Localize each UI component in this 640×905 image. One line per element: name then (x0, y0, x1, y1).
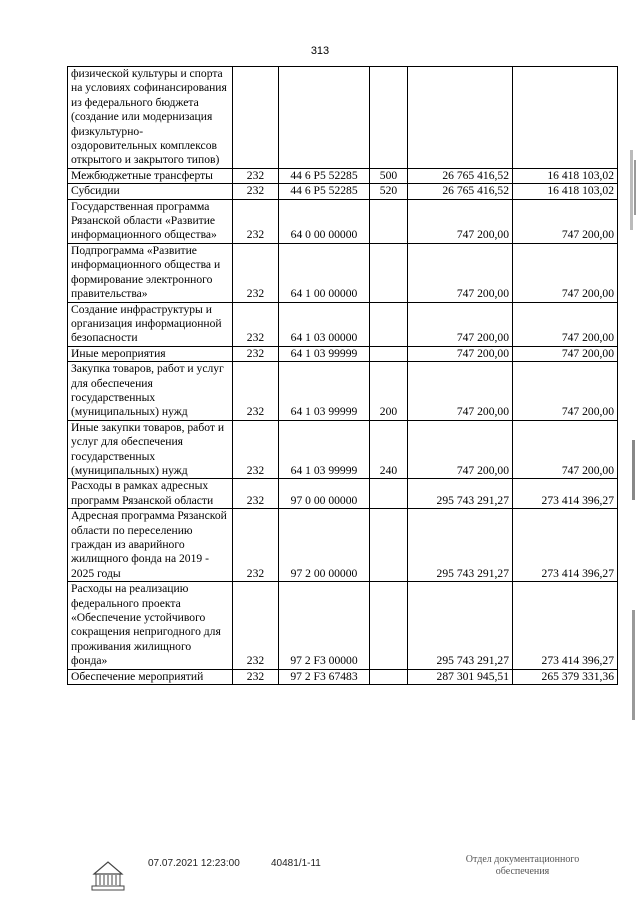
row-expense-type-cell (370, 346, 408, 361)
row-name-cell: Расходы на реализацию федерального проекта «Обеспечение устойчивого сокращения непригодного для проживания жилищного фонда» (68, 582, 233, 669)
table-row (68, 420, 618, 479)
row-name-cell: Создание инфраструктуры и организация информационной безопасности (68, 302, 233, 346)
row-amount-2022-cell: 747 200,00 (408, 302, 513, 346)
row-amount-2022-cell: 295 743 291,27 (408, 582, 513, 669)
table-row (68, 184, 618, 199)
row-expense-type-cell: 200 (370, 362, 408, 421)
row-amount-2023-cell: 747 200,00 (513, 302, 618, 346)
budget-table (67, 66, 618, 685)
row-amount-2022-cell: 287 301 945,51 (408, 669, 513, 684)
row-name-cell: Расходы в рамках адресных программ Рязанской области (68, 479, 233, 509)
table-row (68, 168, 618, 183)
row-ministry-code-cell: 232 (233, 302, 279, 346)
row-amount-2022-cell: 747 200,00 (408, 420, 513, 479)
table-row (68, 67, 618, 169)
row-ministry-code-cell: 232 (233, 184, 279, 199)
row-amount-2023-cell (513, 67, 618, 169)
stamp-line-1: Отдел документационного (465, 854, 580, 865)
row-ministry-code-cell: 232 (233, 346, 279, 361)
row-expense-type-cell: 520 (370, 184, 408, 199)
table-row (68, 362, 618, 421)
row-ministry-code-cell: 232 (233, 199, 279, 243)
row-target-article-cell: 64 1 03 99999 (279, 362, 370, 421)
row-name-cell: Обеспечение мероприятий (68, 669, 233, 684)
row-target-article-cell: 64 0 00 00000 (279, 199, 370, 243)
row-target-article-cell (279, 67, 370, 169)
row-ministry-code-cell: 232 (233, 479, 279, 509)
row-amount-2022-cell: 26 765 416,52 (408, 168, 513, 183)
row-expense-type-cell (370, 302, 408, 346)
table-row (68, 479, 618, 509)
row-amount-2022-cell (408, 67, 513, 169)
row-expense-type-cell (370, 669, 408, 684)
row-amount-2023-cell: 273 414 396,27 (513, 582, 618, 669)
row-target-article-cell: 64 1 03 99999 (279, 420, 370, 479)
row-target-article-cell: 97 2 F3 67483 (279, 669, 370, 684)
table-row (68, 346, 618, 361)
row-name-cell: Государственная программа Рязанской области «Развитие информационного общества» (68, 199, 233, 243)
row-name-cell: физической культуры и спорта на условиях софинансирования из федерального бюджета (создание или модернизация физкультурно-оздоровительных комплексов открытого и закрытого типов) (68, 67, 233, 169)
row-amount-2023-cell: 265 379 331,36 (513, 669, 618, 684)
row-amount-2023-cell: 747 200,00 (513, 243, 618, 302)
row-target-article-cell: 97 2 F3 00000 (279, 582, 370, 669)
row-amount-2023-cell: 16 418 103,02 (513, 184, 618, 199)
row-expense-type-cell (370, 243, 408, 302)
department-stamp (440, 854, 605, 878)
budget-table-body (68, 67, 618, 685)
row-amount-2022-cell: 295 743 291,27 (408, 509, 513, 582)
row-amount-2023-cell: 273 414 396,27 (513, 509, 618, 582)
row-name-cell: Иные закупки товаров, работ и услуг для обеспечения государственных (муниципальных) нужд (68, 420, 233, 479)
row-name-cell: Подпрограмма «Развитие информационного общества и формирование электронного правительства» (68, 243, 233, 302)
row-ministry-code-cell: 232 (233, 243, 279, 302)
row-amount-2022-cell: 747 200,00 (408, 199, 513, 243)
row-name-cell: Закупка товаров, работ и услуг для обеспечения государственных (муниципальных) нужд (68, 362, 233, 421)
stamp-line-2: обеспечения (495, 866, 550, 877)
row-expense-type-cell: 240 (370, 420, 408, 479)
building-emblem-icon (90, 858, 126, 892)
table-row (68, 302, 618, 346)
row-amount-2022-cell: 295 743 291,27 (408, 479, 513, 509)
table-row (68, 582, 618, 669)
row-expense-type-cell (370, 479, 408, 509)
row-ministry-code-cell: 232 (233, 362, 279, 421)
row-ministry-code-cell: 232 (233, 168, 279, 183)
row-target-article-cell: 97 2 00 00000 (279, 509, 370, 582)
row-amount-2022-cell: 747 200,00 (408, 243, 513, 302)
row-expense-type-cell (370, 509, 408, 582)
row-amount-2023-cell: 747 200,00 (513, 420, 618, 479)
row-target-article-cell: 44 6 P5 52285 (279, 168, 370, 183)
row-expense-type-cell (370, 67, 408, 169)
page-number: 313 (310, 45, 330, 57)
row-name-cell: Субсидии (68, 184, 233, 199)
row-ministry-code-cell (233, 67, 279, 169)
row-target-article-cell: 97 0 00 00000 (279, 479, 370, 509)
row-name-cell: Иные мероприятия (68, 346, 233, 361)
row-ministry-code-cell: 232 (233, 420, 279, 479)
scan-edge-mark (626, 610, 640, 720)
row-amount-2023-cell: 747 200,00 (513, 346, 618, 361)
row-amount-2022-cell: 747 200,00 (408, 346, 513, 361)
table-row (68, 509, 618, 582)
table-row (68, 243, 618, 302)
row-amount-2023-cell: 747 200,00 (513, 362, 618, 421)
row-ministry-code-cell: 232 (233, 509, 279, 582)
scan-edge-mark (626, 440, 640, 500)
row-expense-type-cell (370, 582, 408, 669)
table-row (68, 669, 618, 684)
row-target-article-cell: 64 1 03 99999 (279, 346, 370, 361)
row-target-article-cell: 64 1 03 00000 (279, 302, 370, 346)
row-ministry-code-cell: 232 (233, 582, 279, 669)
row-amount-2022-cell: 26 765 416,52 (408, 184, 513, 199)
row-target-article-cell: 44 6 P5 52285 (279, 184, 370, 199)
table-row (68, 199, 618, 243)
footer-datetime: 07.07.2021 12:23:00 (148, 858, 240, 869)
scan-edge-mark (626, 150, 640, 230)
row-amount-2022-cell: 747 200,00 (408, 362, 513, 421)
row-name-cell: Межбюджетные трансферты (68, 168, 233, 183)
footer-doc-number: 40481/1-11 (271, 858, 321, 869)
row-ministry-code-cell: 232 (233, 669, 279, 684)
row-amount-2023-cell: 273 414 396,27 (513, 479, 618, 509)
row-target-article-cell: 64 1 00 00000 (279, 243, 370, 302)
row-expense-type-cell (370, 199, 408, 243)
row-amount-2023-cell: 747 200,00 (513, 199, 618, 243)
row-amount-2023-cell: 16 418 103,02 (513, 168, 618, 183)
row-name-cell: Адресная программа Рязанской области по переселению граждан из аварийного жилищного фонда на 2019 - 2025 годы (68, 509, 233, 582)
row-expense-type-cell: 500 (370, 168, 408, 183)
